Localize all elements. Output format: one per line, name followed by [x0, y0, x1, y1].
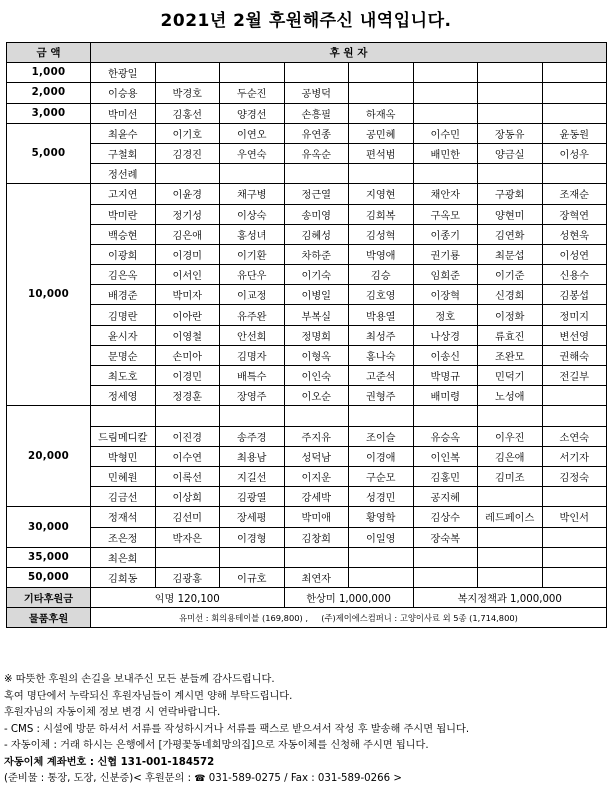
donor-name-cell: 유주완: [220, 305, 285, 325]
donor-name-cell: 김홍선: [155, 103, 220, 123]
donor-name-cell: 이진경: [155, 426, 220, 446]
donor-name-cell: [91, 406, 156, 426]
donor-name-cell: [220, 406, 285, 426]
donor-name-cell: [349, 406, 414, 426]
donor-name-cell: 구광회: [478, 184, 543, 204]
donor-name-cell: 김명자: [220, 345, 285, 365]
donor-name-cell: 김희복: [349, 204, 414, 224]
contact-prefix: (준비물 : 통장, 도장, 신분증)< 후원문의 :: [4, 773, 195, 784]
table-row: [7, 123, 607, 143]
donor-name-cell: 김광홍: [155, 567, 220, 587]
donor-name-cell: 성현욱: [542, 224, 607, 244]
donor-name-cell: 정재석: [91, 507, 156, 527]
donor-name-cell: 김창희: [284, 527, 349, 547]
table-row: [7, 285, 607, 305]
donor-name-cell: 조은정: [91, 527, 156, 547]
donor-name-cell: 이장혁: [413, 285, 478, 305]
donor-name-cell: 채구병: [220, 184, 285, 204]
donor-table: [6, 42, 607, 628]
table-header-row: [7, 43, 607, 63]
donor-name-cell: [220, 164, 285, 184]
donor-name-cell: 김승: [349, 265, 414, 285]
donor-name-cell: [413, 547, 478, 567]
donor-name-cell: [478, 63, 543, 83]
donor-name-cell: 한광일: [91, 63, 156, 83]
donor-name-cell: 이지운: [284, 466, 349, 486]
donor-name-cell: 이형옥: [284, 345, 349, 365]
table-row: [7, 466, 607, 486]
donor-name-cell: 우연숙: [220, 143, 285, 163]
donor-name-cell: [220, 547, 285, 567]
donor-name-cell: 배미령: [413, 386, 478, 406]
donor-name-cell: 민혜원: [91, 466, 156, 486]
other-donation-label: 기타후원금: [7, 588, 91, 608]
donor-name-cell: 유연종: [284, 123, 349, 143]
amount-cell: 5,000: [7, 123, 91, 184]
donor-name-cell: [155, 406, 220, 426]
donor-name-cell: 정호: [413, 305, 478, 325]
donor-name-cell: 이경민: [155, 366, 220, 386]
other-donation-item: 익명 120,100: [91, 588, 285, 608]
donor-name-cell: 두순진: [220, 83, 285, 103]
donor-name-cell: 장영주: [220, 386, 285, 406]
donor-name-cell: 장혁연: [542, 204, 607, 224]
donor-name-cell: 유단우: [220, 265, 285, 285]
donor-name-cell: 신용수: [542, 265, 607, 285]
donor-name-cell: 채안자: [413, 184, 478, 204]
donor-name-cell: 박자은: [155, 527, 220, 547]
table-row: [7, 507, 607, 527]
donor-name-cell: 김호영: [349, 285, 414, 305]
donor-name-cell: 이서인: [155, 265, 220, 285]
donor-name-cell: 이오순: [284, 386, 349, 406]
notes-section: [4, 672, 608, 788]
donor-name-cell: [413, 103, 478, 123]
donor-name-cell: 이규호: [220, 567, 285, 587]
donor-name-cell: 배경준: [91, 285, 156, 305]
donor-name-cell: 문명순: [91, 345, 156, 365]
account-number: 자동이체 계좌번호 : 신협 131-001-184572: [4, 756, 215, 768]
table-row: [7, 567, 607, 587]
amount-cell: 2,000: [7, 83, 91, 103]
donor-name-cell: 김명란: [91, 305, 156, 325]
donor-name-cell: 신경희: [478, 285, 543, 305]
phone-icon: ☎: [194, 774, 206, 784]
donor-name-cell: 이인숙: [284, 366, 349, 386]
donor-name-cell: [542, 527, 607, 547]
donor-name-cell: 유승옥: [413, 426, 478, 446]
donor-name-cell: 최은희: [91, 547, 156, 567]
donor-name-cell: 이정화: [478, 305, 543, 325]
donor-name-cell: 류효진: [478, 325, 543, 345]
donor-name-cell: 조완모: [478, 345, 543, 365]
donor-name-cell: 박용열: [349, 305, 414, 325]
donor-name-cell: 노성애: [478, 386, 543, 406]
table-row: [7, 83, 607, 103]
donor-name-cell: 지길선: [220, 466, 285, 486]
donor-name-cell: 이윤경: [155, 184, 220, 204]
donor-name-cell: 양금실: [478, 143, 543, 163]
table-row: [7, 244, 607, 264]
donor-name-cell: 이상숙: [220, 204, 285, 224]
donor-name-cell: 이기숙: [284, 265, 349, 285]
donor-name-cell: [155, 63, 220, 83]
donor-name-cell: 김성혁: [349, 224, 414, 244]
donor-name-cell: 정근열: [284, 184, 349, 204]
donor-name-cell: 이광희: [91, 244, 156, 264]
donor-name-cell: 최성주: [349, 325, 414, 345]
donor-name-cell: 이기환: [220, 244, 285, 264]
donor-name-cell: 성덕남: [284, 446, 349, 466]
donor-name-cell: 고준석: [349, 366, 414, 386]
donor-name-cell: 배특수: [220, 366, 285, 386]
donor-name-cell: 안선희: [220, 325, 285, 345]
donor-name-cell: 전길부: [542, 366, 607, 386]
donor-name-cell: 정기성: [155, 204, 220, 224]
goods-donation-items: [91, 608, 607, 628]
donor-name-cell: 김광열: [220, 487, 285, 507]
table-row: [7, 224, 607, 244]
donor-name-cell: 공병덕: [284, 83, 349, 103]
donor-name-cell: 나상경: [413, 325, 478, 345]
donor-name-cell: 손흥필: [284, 103, 349, 123]
donor-name-cell: 부복실: [284, 305, 349, 325]
donor-name-cell: 강세박: [284, 487, 349, 507]
donor-name-cell: [413, 406, 478, 426]
table-row: [7, 325, 607, 345]
contact-line: [4, 771, 608, 788]
donor-name-cell: 장동유: [478, 123, 543, 143]
donor-name-cell: 변선영: [542, 325, 607, 345]
donor-name-cell: [478, 487, 543, 507]
other-donation-item: 복지정책과 1,000,000: [413, 588, 607, 608]
donor-name-cell: [349, 63, 414, 83]
other-donation-item: 한상미 1,000,000: [284, 588, 413, 608]
note-line: - CMS : 시설에 방문 하셔서 서류를 작성하시거나 서류를 팩스로 받으셔서 작성 후 발송해 주시면 됩니다.: [4, 723, 470, 735]
donor-name-cell: [478, 83, 543, 103]
table-row: [7, 487, 607, 507]
donor-name-cell: [542, 487, 607, 507]
donor-name-cell: 이기준: [478, 265, 543, 285]
donor-name-cell: [413, 63, 478, 83]
donor-name-cell: 박미란: [91, 204, 156, 224]
donor-name-cell: 이영철: [155, 325, 220, 345]
donor-name-cell: 이수연: [155, 446, 220, 466]
donor-name-cell: [542, 386, 607, 406]
donor-name-cell: 김은애: [155, 224, 220, 244]
donor-name-cell: [220, 63, 285, 83]
donor-name-cell: 이송신: [413, 345, 478, 365]
donor-name-cell: 박영애: [349, 244, 414, 264]
table-row: [7, 426, 607, 446]
donor-name-cell: [349, 547, 414, 567]
donor-name-cell: 박미애: [284, 507, 349, 527]
table-row: [7, 345, 607, 365]
donor-name-cell: 주지유: [284, 426, 349, 446]
donor-name-cell: 장세평: [220, 507, 285, 527]
donor-name-cell: 김혜성: [284, 224, 349, 244]
donor-name-cell: 최윤수: [91, 123, 156, 143]
donor-name-cell: [413, 567, 478, 587]
donor-name-cell: 레드페이스: [478, 507, 543, 527]
donor-name-cell: [542, 406, 607, 426]
donor-name-cell: 정세영: [91, 386, 156, 406]
table-row: [7, 164, 607, 184]
donor-name-cell: 이교정: [220, 285, 285, 305]
donor-name-cell: [155, 547, 220, 567]
donor-name-cell: 이일영: [349, 527, 414, 547]
donor-name-cell: [284, 63, 349, 83]
donor-name-cell: 이종기: [413, 224, 478, 244]
donor-name-cell: 이인복: [413, 446, 478, 466]
donor-name-cell: [284, 164, 349, 184]
donor-name-cell: 정선례: [91, 164, 156, 184]
donor-name-cell: 성경민: [349, 487, 414, 507]
goods-donation-item: 유미선 : 회의용테이블 (169,800) ,: [179, 612, 309, 623]
donor-name-cell: 손미아: [155, 345, 220, 365]
donor-name-cell: 이성연: [542, 244, 607, 264]
donor-name-cell: [542, 567, 607, 587]
donor-name-cell: 윤시자: [91, 325, 156, 345]
table-row: [7, 366, 607, 386]
table-row: [7, 265, 607, 285]
donor-name-cell: 편석범: [349, 143, 414, 163]
donor-name-cell: 이승용: [91, 83, 156, 103]
goods-donation-row: [7, 608, 607, 628]
donor-name-cell: 드림메디칼: [91, 426, 156, 446]
donor-name-cell: 민덕기: [478, 366, 543, 386]
table-row: [7, 143, 607, 163]
donor-name-cell: 김홍민: [413, 466, 478, 486]
thanks-note: ※ 따뜻한 후원의 손길을 보내주신 모든 분들께 감사드립니다.: [4, 674, 275, 685]
note-line: - 자동이체 : 거래 하시는 은행에서 [가평꽃동네희망의집]으로 자동이체를 신청해 주시면 됩니다.: [4, 740, 429, 751]
donor-name-cell: 이수민: [413, 123, 478, 143]
amount-cell: 35,000: [7, 547, 91, 567]
amount-cell: 3,000: [7, 103, 91, 123]
donor-name-cell: 권해숙: [542, 345, 607, 365]
donor-name-cell: [478, 567, 543, 587]
donor-name-cell: [349, 164, 414, 184]
goods-donation-item: (주)제이에스컴퍼니 : 고양이사료 외 5종 (1,714,800): [321, 612, 518, 623]
donor-name-cell: 이아란: [155, 305, 220, 325]
donor-name-cell: 공지혜: [413, 487, 478, 507]
donor-name-cell: 김경진: [155, 143, 220, 163]
donor-name-cell: [542, 103, 607, 123]
donor-name-cell: [284, 406, 349, 426]
donor-name-cell: 백승현: [91, 224, 156, 244]
contact-suffix: 031-589-0275 / Fax : 031-589-0266 >: [205, 773, 402, 784]
donor-name-cell: [349, 567, 414, 587]
table-row: [7, 406, 607, 426]
amount-cell: 10,000: [7, 184, 91, 406]
donor-name-cell: 김연화: [478, 224, 543, 244]
donor-name-cell: [413, 83, 478, 103]
donor-name-cell: 김희동: [91, 567, 156, 587]
donor-name-cell: [542, 63, 607, 83]
donor-name-cell: 장숙복: [413, 527, 478, 547]
donor-name-cell: 송주경: [220, 426, 285, 446]
table-row: [7, 103, 607, 123]
donor-name-cell: 김선미: [155, 507, 220, 527]
amount-cell: 20,000: [7, 406, 91, 507]
donor-name-cell: 최문섭: [478, 244, 543, 264]
donor-name-cell: [284, 547, 349, 567]
donor-name-cell: 차하준: [284, 244, 349, 264]
donor-name-cell: 구순모: [349, 466, 414, 486]
donor-name-cell: 홍나숙: [349, 345, 414, 365]
other-donation-row: [7, 588, 607, 608]
donor-name-cell: [478, 103, 543, 123]
donor-name-cell: [478, 547, 543, 567]
donor-name-cell: 서기자: [542, 446, 607, 466]
donor-name-cell: 최도호: [91, 366, 156, 386]
donor-name-cell: [349, 83, 414, 103]
table-row: [7, 446, 607, 466]
donor-name-cell: 배민한: [413, 143, 478, 163]
page-title: 2021년 2월 후원해주신 내역입니다.: [160, 11, 452, 31]
donor-name-cell: 권형주: [349, 386, 414, 406]
donor-name-cell: 이성우: [542, 143, 607, 163]
donor-name-cell: 이상희: [155, 487, 220, 507]
donor-name-cell: 최연자: [284, 567, 349, 587]
donor-name-cell: [542, 83, 607, 103]
donor-name-cell: [413, 164, 478, 184]
donor-name-cell: 김정숙: [542, 466, 607, 486]
donor-name-cell: 이경형: [220, 527, 285, 547]
donor-name-cell: 정명희: [284, 325, 349, 345]
donor-name-cell: 양현미: [478, 204, 543, 224]
donor-name-cell: 구옥모: [413, 204, 478, 224]
donor-name-cell: 유옥순: [284, 143, 349, 163]
donor-name-cell: [478, 406, 543, 426]
donor-name-cell: 홍성녀: [220, 224, 285, 244]
goods-donation-label: 물품후원: [7, 608, 91, 628]
donor-name-cell: 송미영: [284, 204, 349, 224]
donors-header: 후 원 자: [91, 43, 607, 63]
note-line: 혹여 명단에서 누락되신 후원자님들이 계시면 양해 부탁드립니다.: [4, 690, 293, 702]
donor-name-cell: 김은애: [478, 446, 543, 466]
amount-cell: 1,000: [7, 63, 91, 83]
donor-name-cell: 최용남: [220, 446, 285, 466]
donor-name-cell: 박형민: [91, 446, 156, 466]
donor-name-cell: 지영현: [349, 184, 414, 204]
donor-name-cell: 황영학: [349, 507, 414, 527]
amount-cell: 30,000: [7, 507, 91, 547]
donor-name-cell: 김봉섭: [542, 285, 607, 305]
donor-name-cell: 박인서: [542, 507, 607, 527]
table-row: [7, 386, 607, 406]
table-row: [7, 63, 607, 83]
table-row: [7, 184, 607, 204]
donor-name-cell: 이경애: [349, 446, 414, 466]
donor-name-cell: 양경선: [220, 103, 285, 123]
donor-name-cell: 이연오: [220, 123, 285, 143]
table-row: [7, 204, 607, 224]
amount-header: 금 액: [7, 43, 91, 63]
donor-name-cell: 김미조: [478, 466, 543, 486]
donor-name-cell: [155, 164, 220, 184]
donor-name-cell: 윤동원: [542, 123, 607, 143]
donor-name-cell: 이경미: [155, 244, 220, 264]
donor-name-cell: 정경훈: [155, 386, 220, 406]
table-row: [7, 547, 607, 567]
donor-name-cell: [542, 164, 607, 184]
donor-name-cell: 권기룡: [413, 244, 478, 264]
donor-name-cell: 김상수: [413, 507, 478, 527]
donor-name-cell: 이록선: [155, 466, 220, 486]
donor-name-cell: 하재옥: [349, 103, 414, 123]
note-line: 후원자님의 자동이체 정보 변경 시 연락바랍니다.: [4, 707, 221, 718]
donor-name-cell: 박미자: [155, 285, 220, 305]
donor-name-cell: 김은옥: [91, 265, 156, 285]
donor-name-cell: 임희준: [413, 265, 478, 285]
donor-name-cell: 공민혜: [349, 123, 414, 143]
donor-name-cell: [542, 547, 607, 567]
donor-name-cell: 정미지: [542, 305, 607, 325]
donor-name-cell: 김금선: [91, 487, 156, 507]
donor-name-cell: 박미선: [91, 103, 156, 123]
donor-name-cell: 이기호: [155, 123, 220, 143]
donor-name-cell: [478, 164, 543, 184]
table-row: [7, 527, 607, 547]
donor-name-cell: [478, 527, 543, 547]
amount-cell: 50,000: [7, 567, 91, 587]
donor-name-cell: 조재순: [542, 184, 607, 204]
donor-name-cell: 소연숙: [542, 426, 607, 446]
donor-name-cell: 박명규: [413, 366, 478, 386]
donor-name-cell: 고지연: [91, 184, 156, 204]
donor-name-cell: 이우진: [478, 426, 543, 446]
donor-name-cell: 이병일: [284, 285, 349, 305]
donor-name-cell: 구철회: [91, 143, 156, 163]
table-row: [7, 305, 607, 325]
donor-name-cell: 박경호: [155, 83, 220, 103]
donor-name-cell: 조이슬: [349, 426, 414, 446]
